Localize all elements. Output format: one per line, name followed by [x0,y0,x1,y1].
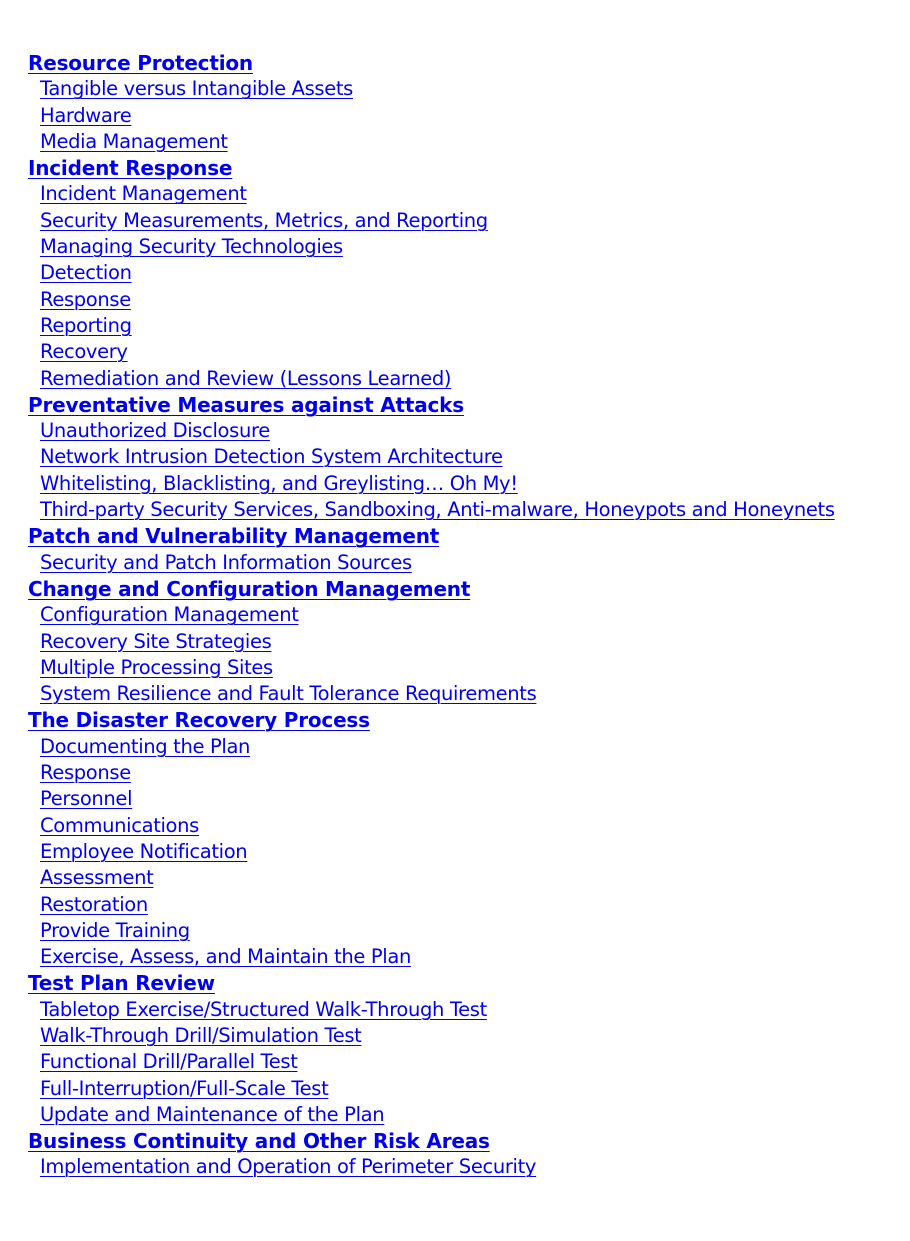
toc-entry [28,997,898,1023]
toc-section [28,50,898,76]
toc-entry [28,444,898,470]
toc-entry [28,1102,898,1128]
entry-link[interactable]: Reporting [40,313,132,337]
entry-link[interactable]: Managing Security Technologies [40,235,343,259]
toc-entry [28,550,898,576]
section-link[interactable]: The Disaster Recovery Process [28,708,370,733]
entry-link[interactable]: Configuration Management [40,603,299,627]
toc-section [28,970,898,996]
toc-section [28,576,898,602]
entry-link[interactable]: Recovery [40,340,128,364]
entry-link[interactable]: Security and Patch Information Sources [40,550,412,574]
entry-link[interactable]: Whitelisting, Blacklisting, and Greylisting… Oh My! [40,471,518,495]
entry-link[interactable]: Media Management [40,129,228,153]
entry-link[interactable]: Security Measurements, Metrics, and Reporting [40,208,488,232]
toc-entry [28,918,898,944]
entry-link[interactable]: Communications [40,813,199,837]
entry-link[interactable]: Provide Training [40,918,190,942]
toc-entry [28,103,898,129]
toc-entry [28,471,898,497]
toc-entry [28,129,898,155]
entry-link[interactable]: Response [40,287,131,311]
toc-entry [28,418,898,444]
toc-entry [28,944,898,970]
toc-entry [28,1154,898,1180]
toc-entry [28,813,898,839]
entry-link[interactable]: Unauthorized Disclosure [40,419,270,443]
section-link[interactable]: Resource Protection [28,51,253,75]
toc-entry [28,602,898,628]
toc-entry [28,1076,898,1102]
entry-link[interactable]: Walk-Through Drill/Simulation Test [40,1023,362,1047]
toc-entry [28,760,898,786]
entry-link[interactable]: Update and Maintenance of the Plan [40,1102,385,1126]
entry-link[interactable]: Third-party Security Services, Sandboxing, Anti-malware, Honeypots and Honeynets [40,498,835,522]
toc-entry [28,839,898,865]
section-link[interactable]: Preventative Measures against Attacks [28,392,464,417]
toc-entry [28,865,898,891]
entry-link[interactable]: Multiple Processing Sites [40,655,273,679]
toc-entry [28,366,898,392]
entry-link[interactable]: Employee Notification [40,839,248,863]
toc-entry [28,1049,898,1075]
entry-link[interactable]: Network Intrusion Detection System Architecture [40,445,503,469]
toc-entry [28,734,898,760]
entry-link[interactable]: Detection [40,261,132,285]
toc-entry [28,655,898,681]
entry-link[interactable]: Implementation and Operation of Perimeter Security [40,1155,537,1179]
section-link[interactable]: Incident Response [28,156,233,181]
section-link[interactable]: Test Plan Review [28,971,215,996]
toc-section [28,523,898,549]
entry-link[interactable]: Remediation and Review (Lessons Learned) [40,366,452,390]
toc-entry [28,76,898,102]
toc-section [28,392,898,418]
toc-entry [28,629,898,655]
toc-section [28,155,898,181]
entry-link[interactable]: Documenting the Plan [40,734,251,758]
entry-link[interactable]: Response [40,761,131,785]
toc-entry [28,786,898,812]
entry-link[interactable]: Hardware [40,103,132,127]
table-of-contents [28,50,898,1181]
toc-entry [28,339,898,365]
section-link[interactable]: Business Continuity and Other Risk Areas [28,1129,490,1154]
toc-entry [28,681,898,707]
entry-link[interactable]: Tangible versus Intangible Assets [40,77,353,101]
entry-link[interactable]: Functional Drill/Parallel Test [40,1050,298,1074]
toc-entry [28,1023,898,1049]
entry-link[interactable]: Recovery Site Strategies [40,629,272,653]
entry-link[interactable]: System Resilience and Fault Tolerance Requirements [40,682,537,706]
toc-entry [28,234,898,260]
entry-link[interactable]: Exercise, Assess, and Maintain the Plan [40,945,411,969]
toc-entry [28,497,898,523]
toc-entry [28,181,898,207]
section-link[interactable]: Patch and Vulnerability Management [28,524,440,549]
section-link[interactable]: Change and Configuration Management [28,576,471,601]
toc-section [28,707,898,733]
toc-entry [28,892,898,918]
toc-section [28,1128,898,1154]
toc-entry [28,287,898,313]
toc-entry [28,260,898,286]
entry-link[interactable]: Personnel [40,787,133,811]
toc-entry [28,313,898,339]
toc-entry [28,208,898,234]
entry-link[interactable]: Incident Management [40,182,247,206]
entry-link[interactable]: Restoration [40,892,148,916]
entry-link[interactable]: Assessment [40,866,154,890]
entry-link[interactable]: Full-Interruption/Full-Scale Test [40,1076,329,1100]
entry-link[interactable]: Tabletop Exercise/Structured Walk-Through Test [40,997,487,1021]
